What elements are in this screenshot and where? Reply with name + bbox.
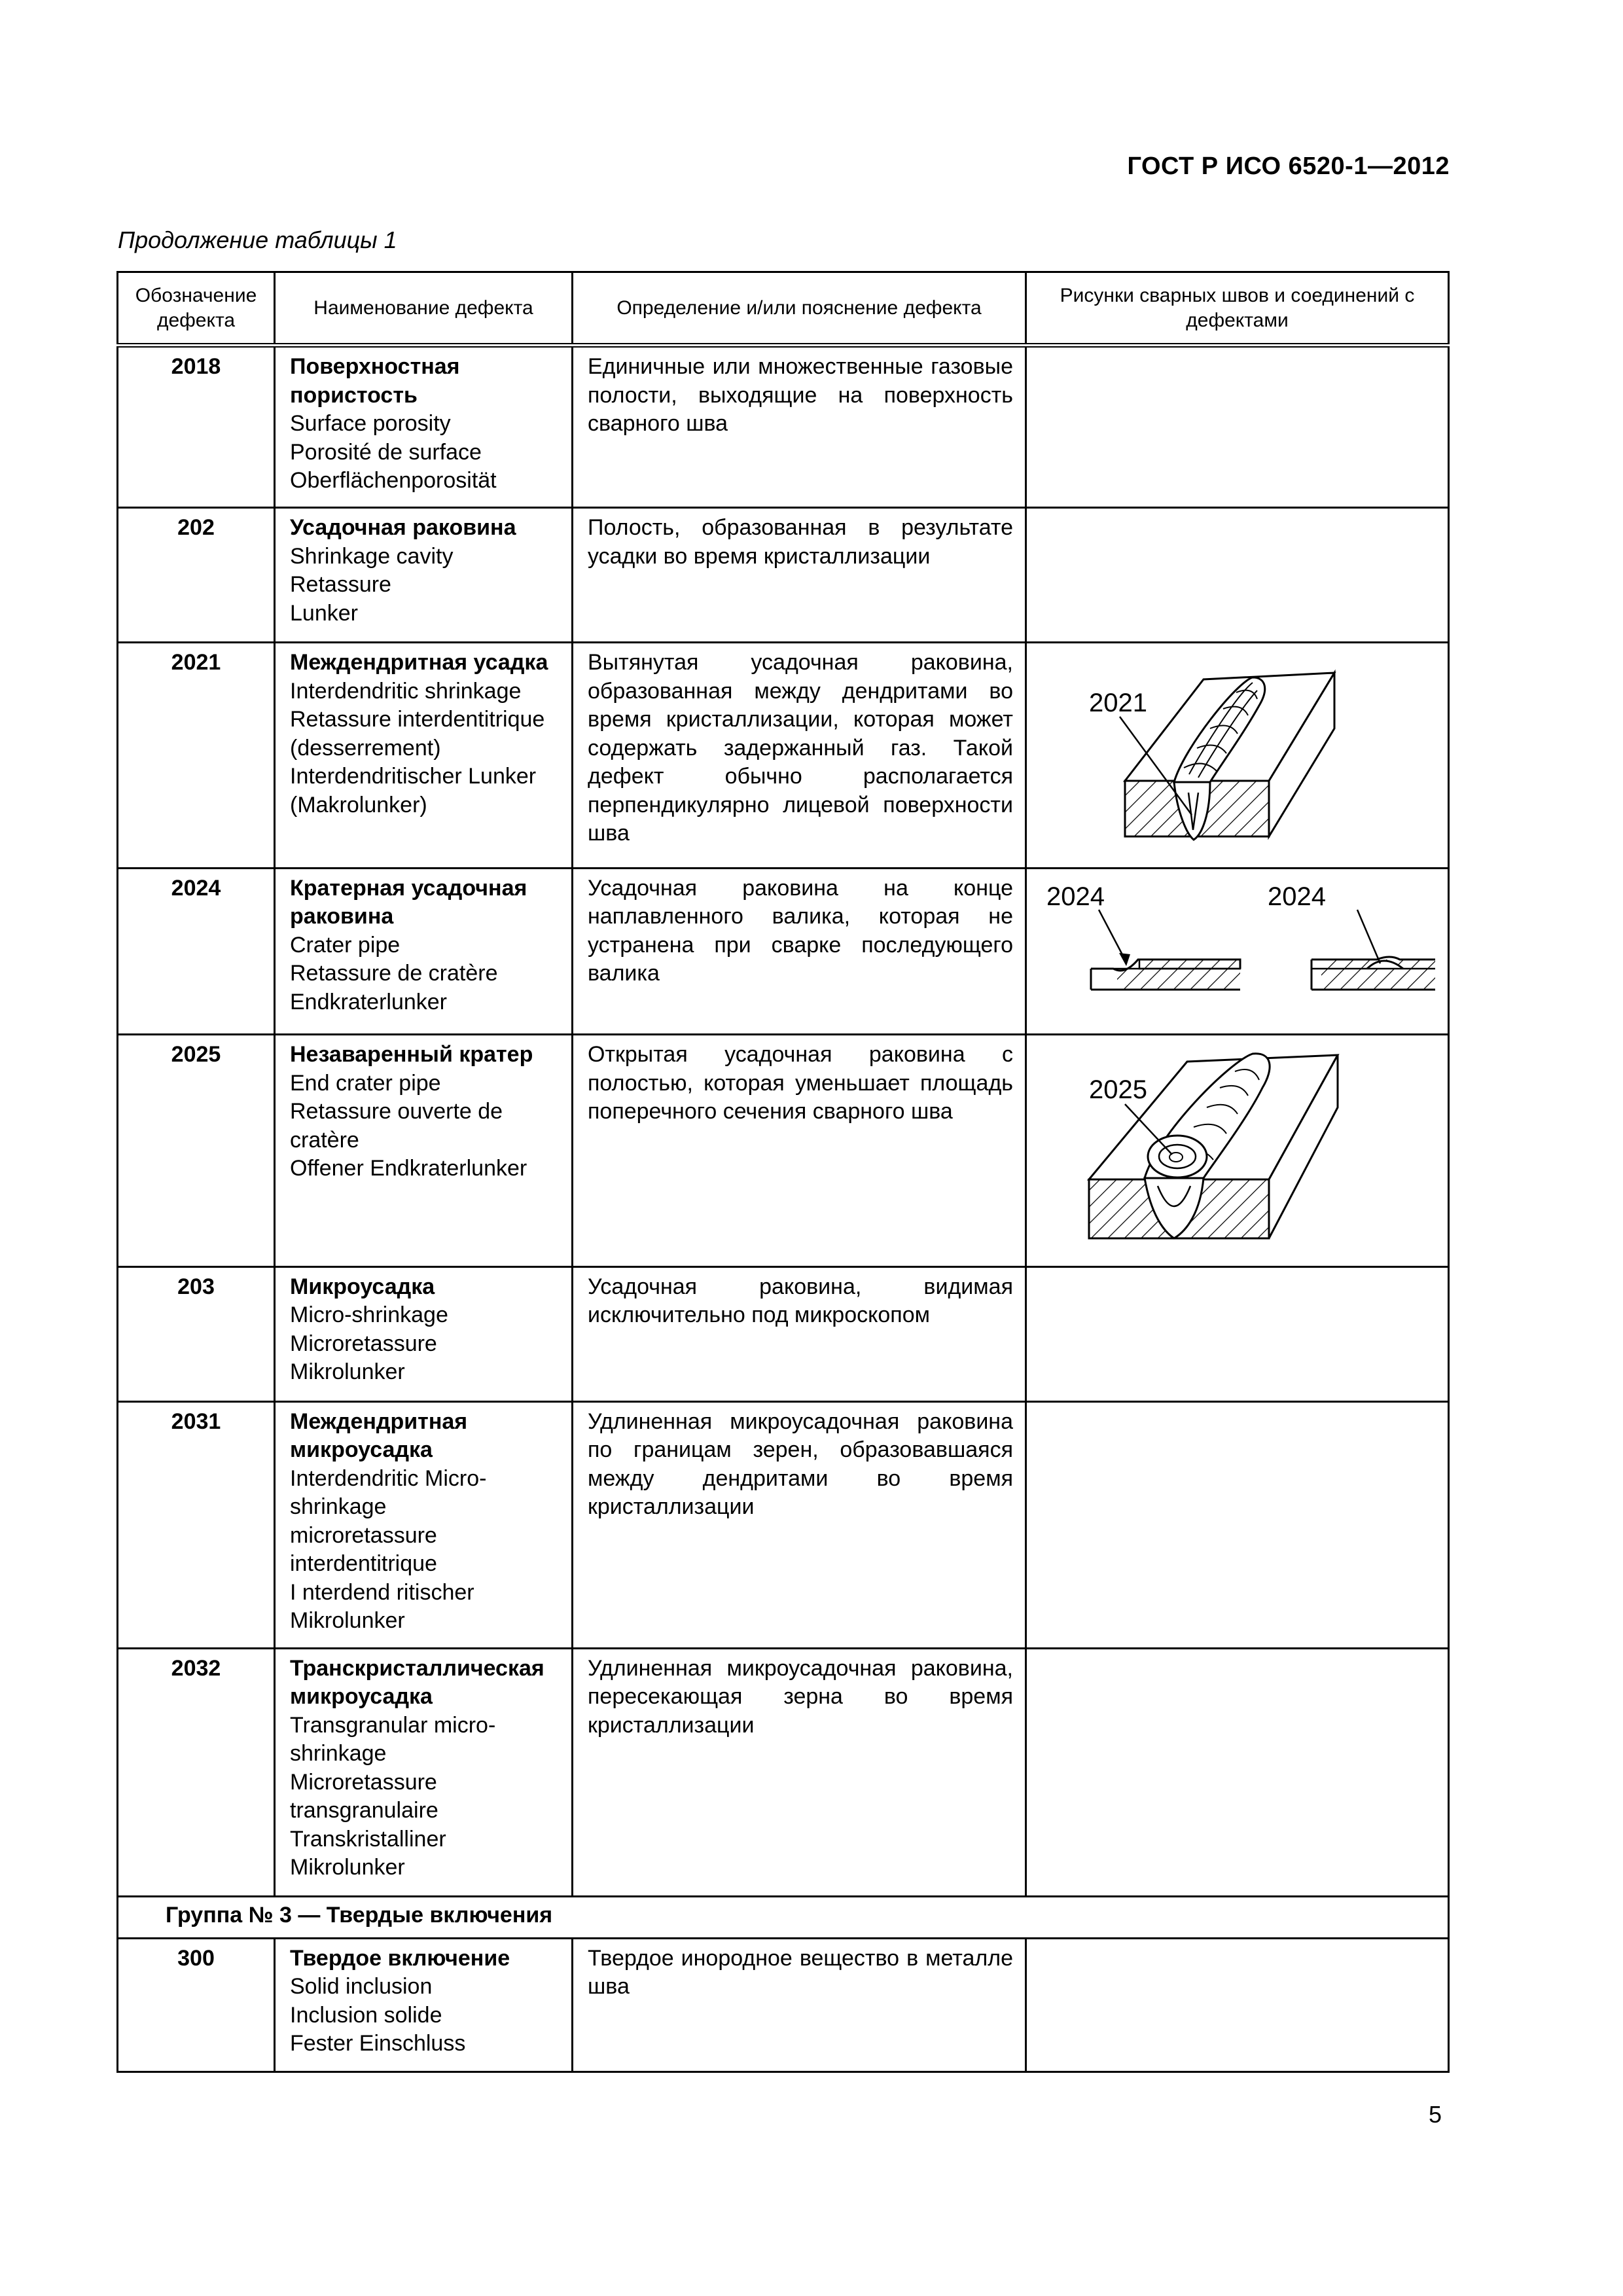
page-number: 5: [1428, 2101, 1442, 2128]
figure-2024: [1026, 868, 1449, 1035]
defect-name-fr: Inclusion solide: [290, 2002, 442, 2028]
figure-2025: [1026, 1035, 1449, 1267]
defect-code: 202: [118, 508, 275, 643]
defect-code: 2031: [118, 1401, 275, 1648]
defect-name: [275, 868, 573, 1035]
defect-name-de: I nterdend ritischer Mikrolunker: [290, 1579, 474, 1633]
defects-table: [116, 271, 1450, 2073]
defect-definition: Полость, образованная в результате усадки во время кристаллизации: [573, 508, 1026, 643]
defect-code: 300: [118, 1938, 275, 2072]
table-row: [118, 1035, 1449, 1267]
defect-name-fr: Retassure de cratère: [290, 961, 498, 986]
defect-figure-empty: [1026, 1648, 1449, 1896]
defect-name-fr: Retassure ouverte de cratère: [290, 1099, 503, 1153]
defect-definition: Удлиненная микроусадочная раковина по границам зерен, образовавшаяся между дендритами во время кристаллизации: [573, 1401, 1026, 1648]
table-row: [118, 868, 1449, 1035]
defect-name-de: Offener Endkraterlunker: [290, 1156, 527, 1181]
figure-label: 2021: [1089, 689, 1147, 717]
defect-name-en: Interdendritic shrinkage: [290, 678, 522, 704]
defect-name-fr: Porosité de surface: [290, 439, 482, 465]
table-continuation-caption: Продолжение таблицы 1: [118, 226, 397, 253]
defect-name: [275, 1401, 573, 1648]
defect-name-de: Interdendritischer Lunker (Makrolunker): [290, 764, 537, 817]
table-row: [118, 1648, 1449, 1896]
defect-name-ru: Микроусадка: [290, 1274, 435, 1299]
defect-figure-empty: [1026, 346, 1449, 508]
column-header-name: Наименование дефекта: [275, 272, 573, 346]
column-header-definition: Определение и/или пояснение дефекта: [573, 272, 1026, 346]
defect-definition: Твердое инородное вещество в металле шва: [573, 1938, 1026, 2072]
table-row: [118, 643, 1449, 869]
defect-name-de: Oberflächenporosität: [290, 468, 497, 493]
column-header-code: Обозначение дефекта: [118, 272, 275, 346]
defect-name: [275, 1035, 573, 1267]
defect-name-ru: Междендритная усадка: [290, 650, 548, 675]
defect-figure-empty: [1026, 1266, 1449, 1401]
defect-name-ru: Усадочная раковина: [290, 515, 516, 540]
defect-name-en: End crater pipe: [290, 1070, 441, 1096]
standard-title: ГОСТ Р ИСО 6520-1—2012: [1127, 152, 1450, 180]
table-row: [118, 1266, 1449, 1401]
table-row: [118, 1938, 1449, 2072]
defect-code: 203: [118, 1266, 275, 1401]
defect-code: 2025: [118, 1035, 275, 1267]
defect-name-en: Transgranular micro-shrinkage: [290, 1712, 496, 1766]
defect-name-de: Transkristalliner Mikrolunker: [290, 1826, 446, 1880]
defect-name-en: Surface porosity: [290, 411, 451, 436]
defect-name-en: Interdendritic Micro-shrinkage: [290, 1465, 487, 1519]
figure-2021: [1026, 643, 1449, 869]
defect-name-en: Shrinkage cavity: [290, 543, 454, 569]
defect-name-fr: Microretassure: [290, 1331, 437, 1356]
defect-name-de: Endkraterlunker: [290, 989, 448, 1014]
table-row: [118, 346, 1449, 508]
defect-name-en: Solid inclusion: [290, 1974, 433, 1999]
defect-name-ru: Незаваренный кратер: [290, 1042, 533, 1067]
defect-name-de: Mikrolunker: [290, 1359, 405, 1384]
defect-name-ru: Междендритная микроусадка: [290, 1408, 468, 1462]
defect-definition: Вытянутая усадочная раковина, образованная между дендритами во время кристаллизации, которая может содержать задержанный газ. Такой дефект обычно располагается перпендикулярно лицевой поверхности шва: [573, 643, 1026, 869]
defect-code: 2018: [118, 346, 275, 508]
defect-name-fr: Retassure: [290, 572, 391, 597]
defect-name-en: Micro-shrinkage: [290, 1302, 448, 1327]
defect-name: [275, 643, 573, 869]
defect-figure-empty: [1026, 508, 1449, 643]
defect-code: 2021: [118, 643, 275, 869]
defect-name-fr: Retassure interdentitrique (desserrement): [290, 707, 545, 761]
defect-definition: Усадочная раковина на конце наплавленного валика, которая не устранена при сварке последующего валика: [573, 868, 1026, 1035]
figure-label: 2024: [1046, 882, 1105, 911]
table-row: [118, 508, 1449, 643]
defect-name-ru: Поверхностная пористость: [290, 354, 460, 408]
defect-name-de: Fester Einschluss: [290, 2031, 466, 2056]
defect-figure-empty: [1026, 1938, 1449, 2072]
weld-end-crater-pipe-drawing: [1027, 1035, 1446, 1258]
defect-name-en: Crater pipe: [290, 932, 401, 958]
defect-name: [275, 1266, 573, 1401]
weld-crater-pipe-drawing: [1027, 869, 1446, 1026]
defect-name: [275, 508, 573, 643]
defect-definition: Усадочная раковина, видимая исключительно под микроскопом: [573, 1266, 1026, 1401]
defect-name-ru: Кратерная усадочная раковина: [290, 875, 527, 929]
defect-name-fr: Microretassure transgranulaire: [290, 1769, 438, 1823]
defect-code: 2032: [118, 1648, 275, 1896]
defect-name-ru: Твердое включение: [290, 1945, 510, 1971]
defect-definition: Открытая усадочная раковина с полостью, которая уменьшает площадь поперечного сечения сварного шва: [573, 1035, 1026, 1267]
defect-figure-empty: [1026, 1401, 1449, 1648]
table-row: [118, 1401, 1449, 1648]
defect-name: [275, 1648, 573, 1896]
defect-name-ru: Транскристаллическая микроусадка: [290, 1655, 544, 1709]
defect-code: 2024: [118, 868, 275, 1035]
figure-label: 2024: [1268, 882, 1326, 911]
column-header-figure: Рисунки сварных швов и соединений с дефектами: [1026, 272, 1449, 346]
group-row: [118, 1896, 1449, 1938]
defect-name: [275, 346, 573, 508]
weld-interdendritic-shrinkage-drawing: [1027, 643, 1446, 859]
figure-label: 2025: [1089, 1075, 1147, 1104]
group-title: Группа № 3 — Твердые включения: [118, 1896, 1449, 1938]
defect-name: [275, 1938, 573, 2072]
defect-definition: Удлиненная микроусадочная раковина, пересекающая зерна во время кристаллизации: [573, 1648, 1026, 1896]
defect-name-de: Lunker: [290, 600, 358, 626]
table-header-row: [118, 272, 1449, 346]
defect-definition: Единичные или множественные газовые полости, выходящие на поверхность сварного шва: [573, 346, 1026, 508]
defect-name-fr: microretassure interdentitrique: [290, 1522, 437, 1576]
